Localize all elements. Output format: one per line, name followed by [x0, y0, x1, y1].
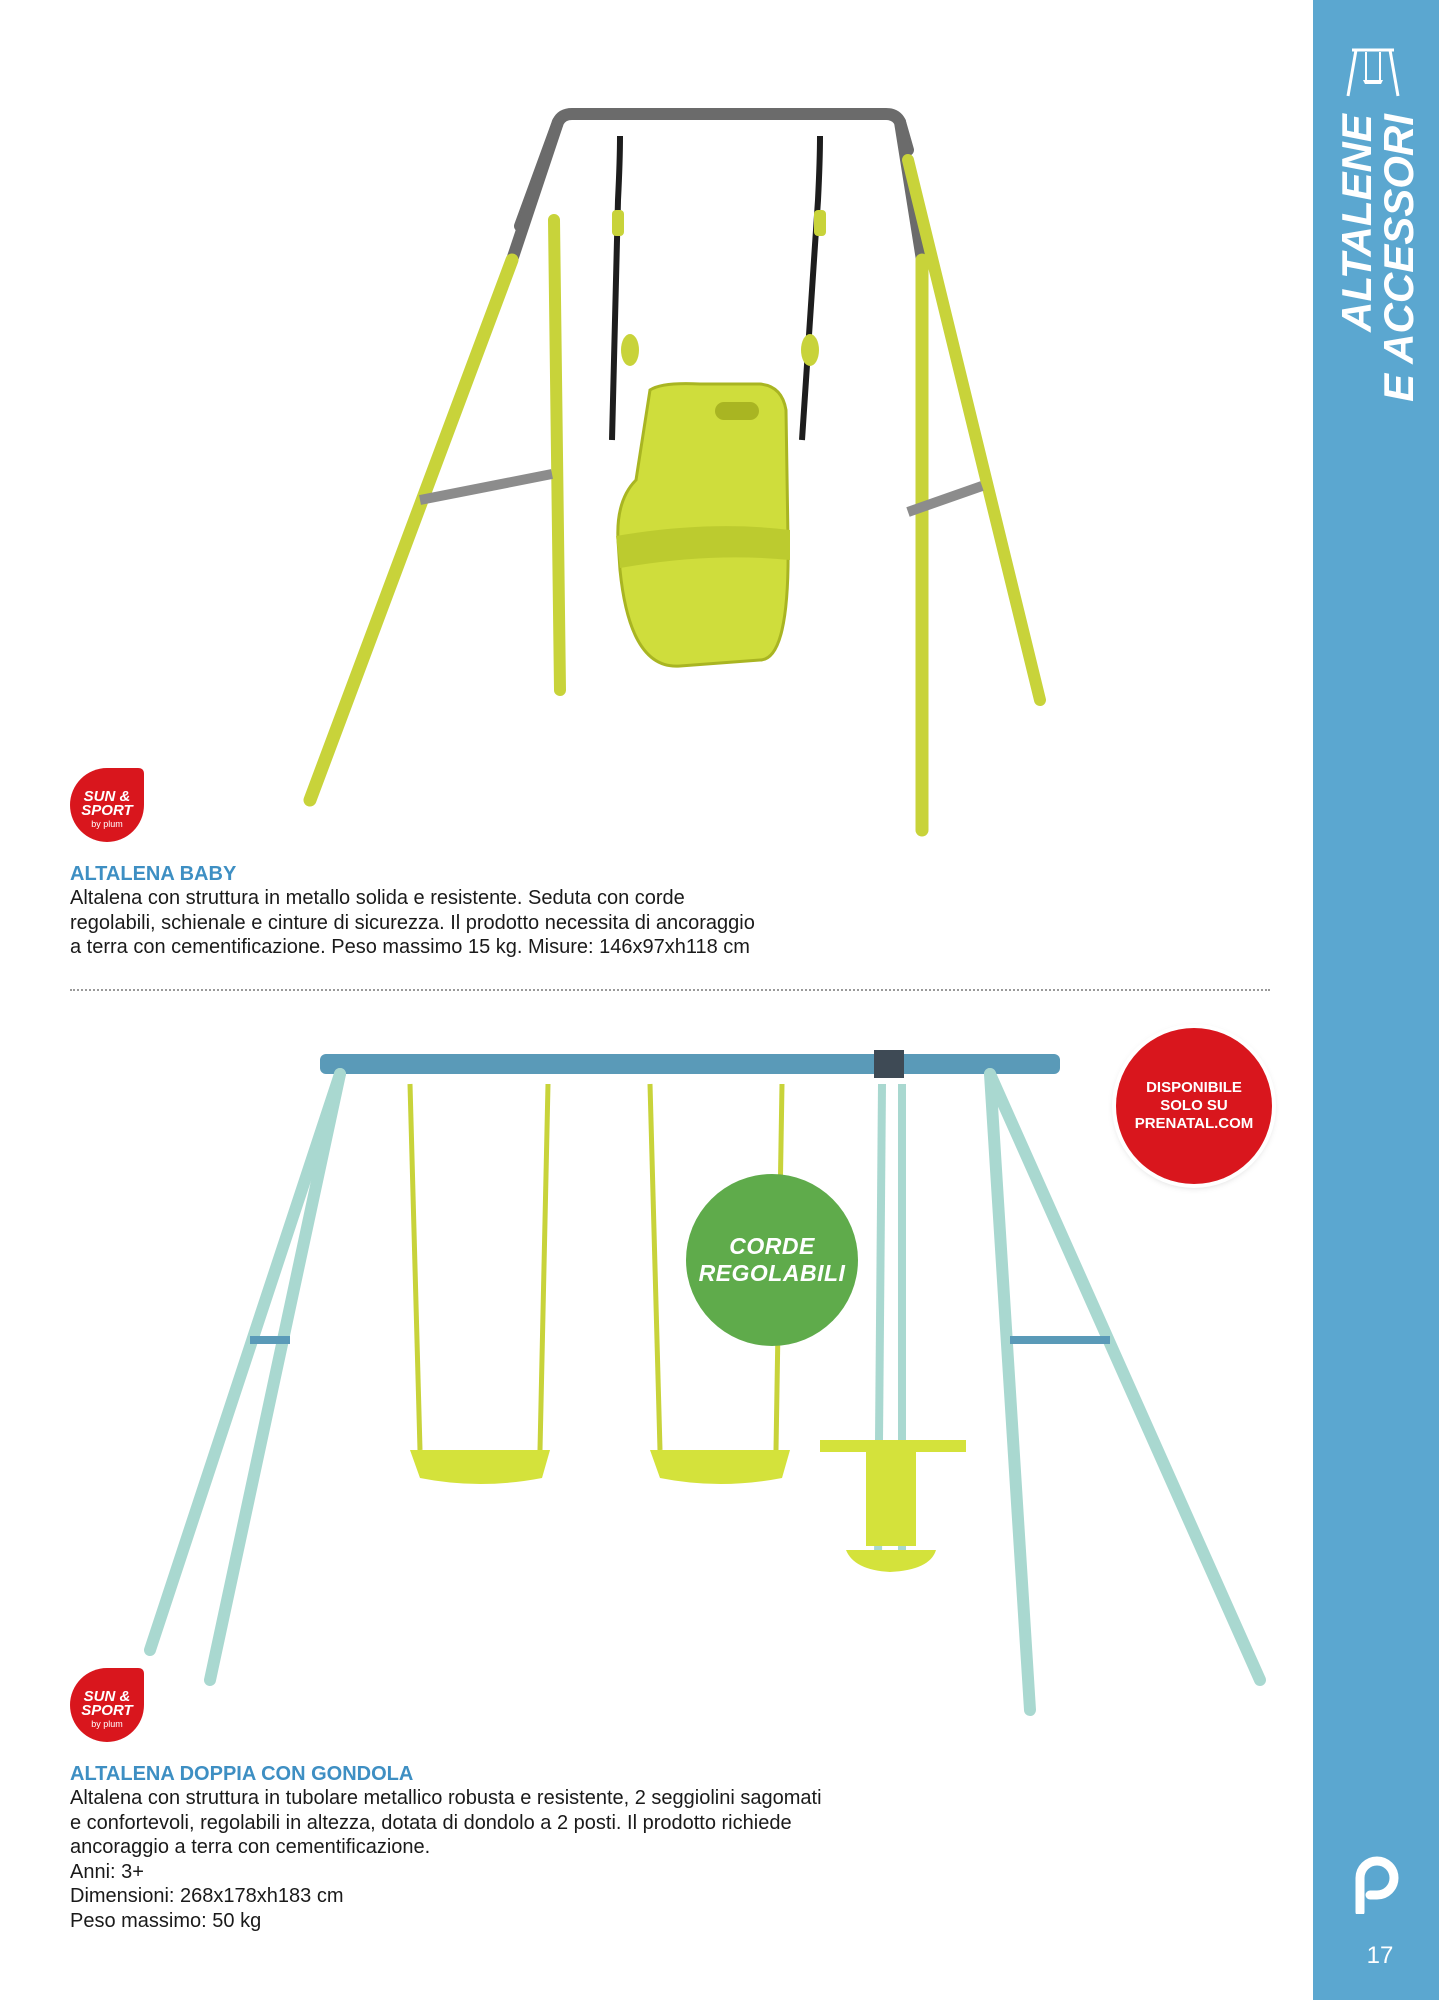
prenatal-logo-icon	[1352, 1856, 1402, 1914]
product-title-double: ALTALENA DOPPIA CON GONDOLA	[70, 1763, 414, 1785]
adjustable-ropes-badge	[686, 1174, 858, 1346]
product-description-double	[70, 1786, 1070, 1933]
brand-logo-line1: SUN &	[83, 788, 131, 805]
description-line: ancoraggio a terra con cementificazione.	[70, 1836, 431, 1858]
brand-logo-line2: SPORT	[81, 1702, 133, 1719]
category-title-line2: E ACCESSORI	[1375, 114, 1422, 402]
online-badge-line1: DISPONIBILE	[1146, 1079, 1242, 1096]
description-line: Altalena con struttura in metallo solida e resistente. Seduta con corde	[70, 887, 685, 909]
page-number: 17	[1366, 1942, 1394, 1969]
swing-icon	[1342, 44, 1404, 100]
brand-logo-line3: by plum	[91, 1719, 123, 1729]
description-line: Anni: 3+	[70, 1860, 144, 1883]
brand-logo-line3: by plum	[91, 819, 123, 829]
ropes-badge-line1: CORDE	[729, 1233, 815, 1259]
online-only-badge	[1116, 1028, 1272, 1184]
description-line: Dimensioni: 268x178xh183 cm	[70, 1885, 344, 1907]
category-title-line1: ALTALENE	[1333, 114, 1380, 332]
description-line: e confortevoli, regolabili in altezza, dotata di dondolo a 2 posti. Il prodotto richiede	[70, 1811, 792, 1834]
description-line: a terra con cementificazione. Peso massimo 15 kg. Misure: 146x97xh118 cm	[70, 936, 750, 958]
description-line: Peso massimo: 50 kg	[70, 1909, 262, 1932]
double-swing-image	[130, 1040, 1280, 1720]
product-description-baby	[70, 886, 970, 960]
description-line: regolabili, schienale e cinture di sicurezza. Il prodotto necessita di ancoraggio	[70, 911, 755, 934]
brand-logo-line1: SUN &	[83, 1688, 131, 1705]
category-title	[1330, 114, 1426, 402]
online-badge-line2: SOLO SU	[1160, 1097, 1228, 1114]
ropes-badge-line2: REGOLABILI	[698, 1260, 846, 1286]
baby-swing-image	[290, 100, 1070, 860]
online-badge-line3: PRENATAL.COM	[1134, 1115, 1254, 1132]
description-line: Altalena con struttura in tubolare metallico robusta e resistente, 2 seggiolini sagomati	[70, 1787, 822, 1809]
section-divider	[70, 989, 1270, 991]
brand-logo-line2: SPORT	[81, 802, 133, 819]
product-title-baby: ALTALENA BABY	[70, 863, 237, 885]
